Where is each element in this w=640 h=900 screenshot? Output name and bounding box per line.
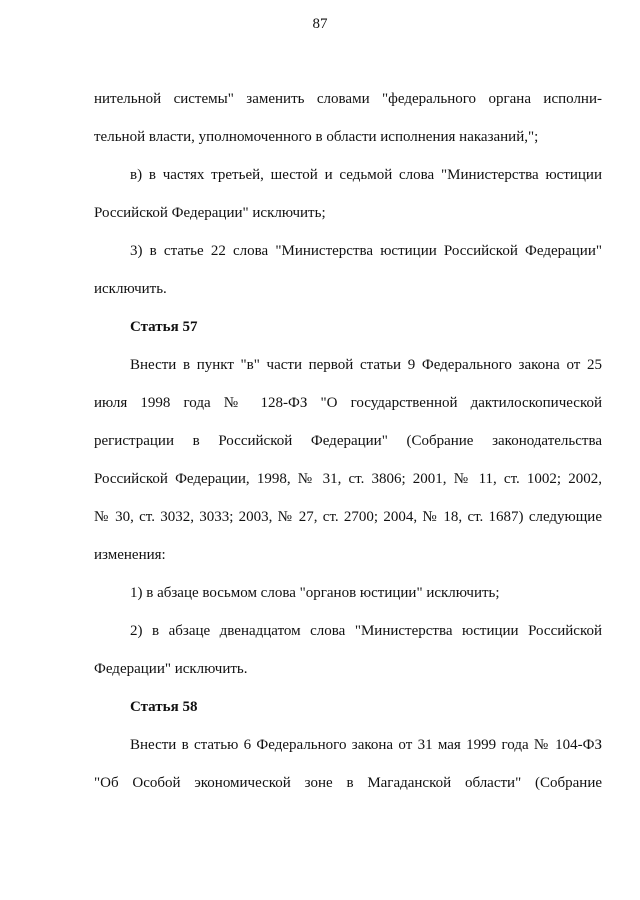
- text-line: 1) в абзаце восьмом слова "органов юстиции" исключить;: [130, 585, 500, 601]
- text-line: Федерации" исключить.: [94, 661, 248, 677]
- text-line: июля 1998 года № 128-ФЗ "О государственной дактилоскопической: [94, 395, 602, 411]
- text-line: в) в частях третьей, шестой и седьмой слова "Министерства юстиции: [130, 167, 602, 183]
- article-heading-57: Статья 57: [130, 319, 198, 335]
- text-line: исключить.: [94, 281, 167, 297]
- document-body: [94, 80, 602, 802]
- text-line: 2) в абзаце двенадцатом слова "Министерства юстиции Российской: [130, 623, 602, 639]
- text-line: № 30, ст. 3032, 3033; 2003, № 27, ст. 2700; 2004, № 18, ст. 1687) следующие: [94, 509, 602, 525]
- text-line: регистрации в Российской Федерации" (Собрание законодательства: [94, 433, 602, 449]
- text-line: тельной власти, уполномоченного в области исполнения наказаний,";: [94, 129, 539, 145]
- text-line: нительной системы" заменить словами "федерального органа исполни-: [94, 91, 602, 107]
- page-number: 87: [312, 16, 328, 32]
- text-line: Российской Федерации" исключить;: [94, 205, 326, 221]
- article-heading-58: Статья 58: [130, 699, 198, 715]
- text-line: "Об Особой экономической зоне в Магаданской области" (Собрание: [94, 775, 602, 791]
- text-line: изменения:: [94, 547, 166, 563]
- text-line: 3) в статье 22 слова "Министерства юстиции Российской Федерации": [130, 243, 602, 259]
- text-line: Российской Федерации, 1998, № 31, ст. 3806; 2001, № 11, ст. 1002; 2002,: [94, 471, 602, 487]
- text-line: Внести в пункт "в" части первой статьи 9 Федерального закона от 25: [130, 357, 602, 373]
- text-line: Внести в статью 6 Федерального закона от 31 мая 1999 года № 104-ФЗ: [130, 737, 602, 753]
